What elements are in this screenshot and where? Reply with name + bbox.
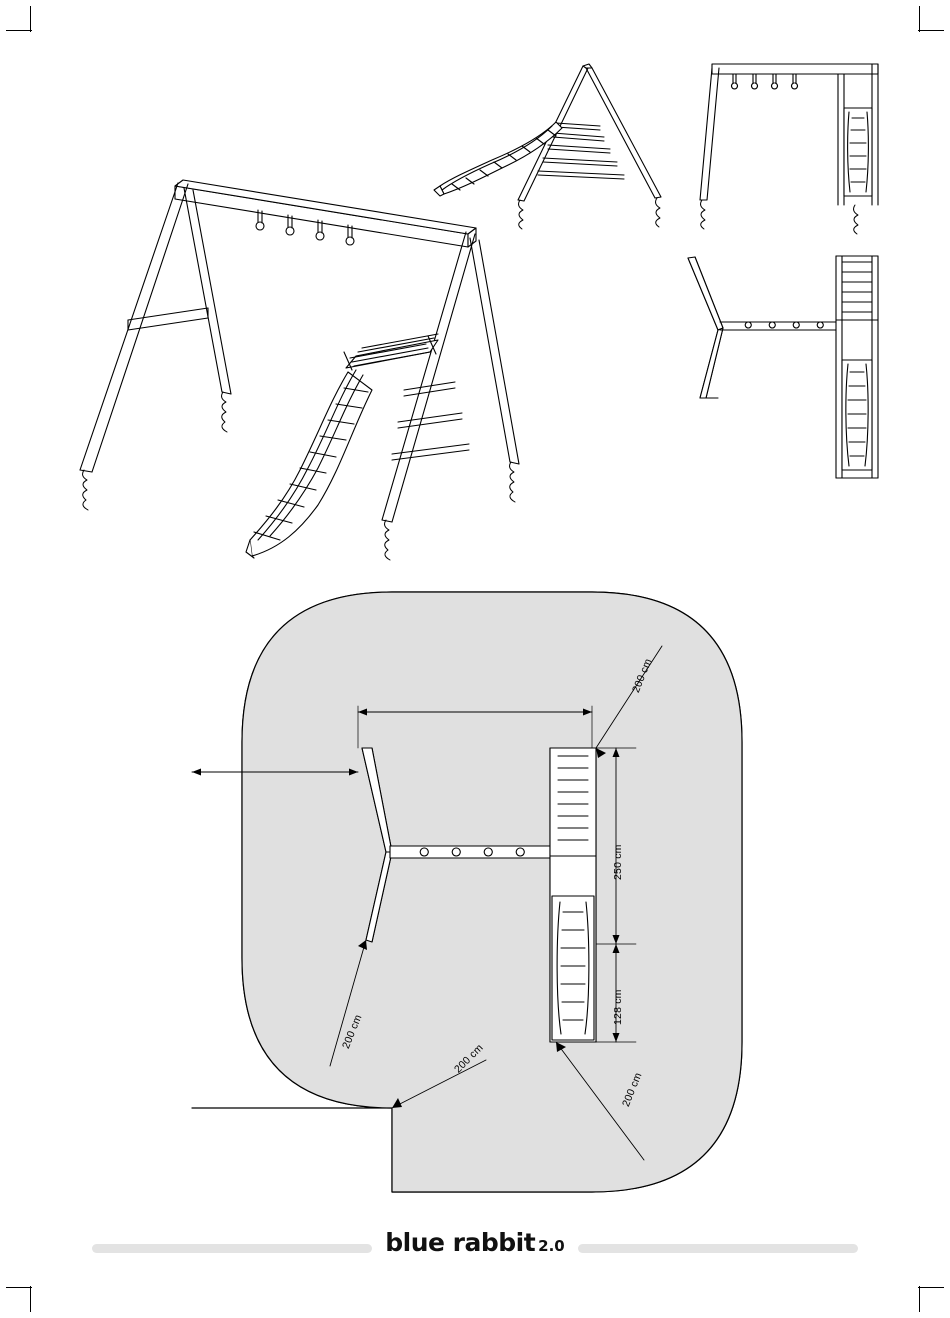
brand-name: blue rabbit (385, 1228, 536, 1257)
brand-version: 2.0 (538, 1237, 565, 1255)
dim-label-frame-250: 250 cm (612, 844, 624, 880)
view-side-elevation (700, 64, 878, 234)
dim-label-bottom-left: 200 cm (340, 1012, 365, 1051)
dim-label-bottom-center: 200 cm (452, 1041, 486, 1076)
dim-label-top-right: 200 cm (630, 656, 655, 695)
dim-label-bottom-right: 200 cm (620, 1070, 645, 1109)
view-top-plan (190, 588, 742, 1192)
page-footer (0, 1226, 950, 1266)
view-rear-perspective (434, 64, 661, 229)
dim-label-slide-128: 128 cm (612, 989, 624, 1025)
view-perspective-main (80, 180, 519, 560)
view-front-elevation (688, 256, 878, 478)
brand-logo (0, 1228, 950, 1257)
